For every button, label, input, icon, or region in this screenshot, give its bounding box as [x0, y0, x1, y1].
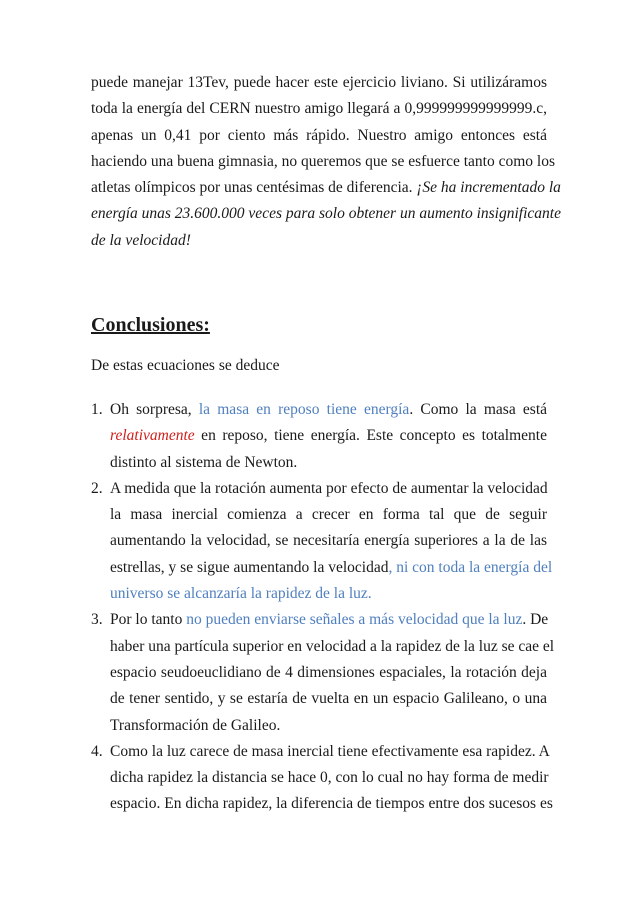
list-text: . De [522, 611, 549, 629]
list-item-number: 4. [91, 742, 103, 760]
conclusions-list [91, 397, 555, 818]
paragraph-line: haciendo una buena gimnasia, no queremos que se esfuerce tanto como los [91, 152, 555, 170]
list-text: Por lo tanto [110, 611, 187, 629]
highlight-red-text: relativamente [110, 427, 195, 445]
section-intro: De estas ecuaciones se deduce [91, 357, 280, 374]
list-item-line: A medida que la rotación aumenta por efecto de aumentar la velocidad [110, 479, 548, 497]
list-item-line: Transformación de Galileo. [110, 716, 281, 734]
highlight-blue-text: no pueden enviarse señales a más velocidad que la luz [186, 611, 523, 629]
list-item-number: 2. [91, 479, 103, 497]
paragraph-text: atletas olímpicos por unas centésimas de diferencia. [91, 179, 413, 197]
list-item-line: distinto al sistema de Newton. [110, 453, 298, 471]
paragraph-line: toda la energía del CERN nuestro amigo llegará a 0,999999999999999.c, [91, 100, 547, 118]
list-item-line [110, 555, 553, 581]
emphasis-text: ¡Se ha incrementado la [416, 179, 561, 197]
list-item [91, 607, 555, 738]
paragraph-line: apenas un 0,41 por ciento más rápido. Nuestro amigo entonces está [91, 126, 547, 144]
list-text: estrellas, y se sigue aumentando la velocidad [110, 558, 389, 576]
list-item-line: dicha rapidez la distancia se hace 0, con lo cual no hay forma de medir [110, 769, 549, 787]
list-text: Oh sorpresa, [110, 401, 192, 418]
list-item-line: espacio. En dicha rapidez, la diferencia de tiempos entre dos sucesos es [110, 795, 553, 813]
list-item-line [110, 607, 547, 633]
list-item-line [110, 423, 547, 449]
list-item [91, 739, 553, 818]
list-item [91, 397, 547, 476]
highlight-blue-text: , ni con toda la energía del [388, 558, 553, 576]
emphasis-line: energía unas 23.600.000 veces para solo obtener un aumento insignificante [91, 205, 561, 223]
list-item-line: haber una partícula superior en velocidad a la rapidez de la luz se cae el [110, 637, 555, 655]
list-item-number: 3. [91, 611, 103, 629]
list-item-line: la masa inercial comienza a crecer en forma tal que de seguir [110, 506, 547, 524]
emphasis-line: de la velocidad! [91, 231, 191, 249]
paragraph-line: puede manejar 13Tev, puede hacer este ejercicio liviano. Si utilizáramos [91, 74, 547, 91]
list-item [91, 476, 553, 607]
list-item-number: 1. [91, 401, 103, 418]
paragraph-line [91, 175, 561, 201]
highlight-blue-line: universo se alcanzaría la rapidez de la luz. [110, 585, 372, 603]
highlight-blue-text: la masa en reposo tiene energía [191, 401, 410, 418]
list-item-line: Como la luz carece de masa inercial tiene efectivamente esa rapidez. A [110, 742, 550, 760]
list-text: . Como la masa está [409, 401, 548, 418]
list-item-line: de tener sentido, y se estaría de vuelta en un espacio Galileano, o una [110, 690, 547, 708]
list-item-line: aumentando la velocidad, se necesitaría energía superiores a la de las [110, 532, 547, 550]
list-item-line: espacio seudoeuclidiano de 4 dimensiones espaciales, la rotación deja [110, 663, 547, 681]
section-heading: Conclusiones: [91, 314, 210, 336]
list-item-line [110, 397, 547, 423]
list-text: en reposo, tiene energía. Este concepto es totalmente [194, 427, 547, 445]
paragraph-continuation [91, 70, 561, 254]
